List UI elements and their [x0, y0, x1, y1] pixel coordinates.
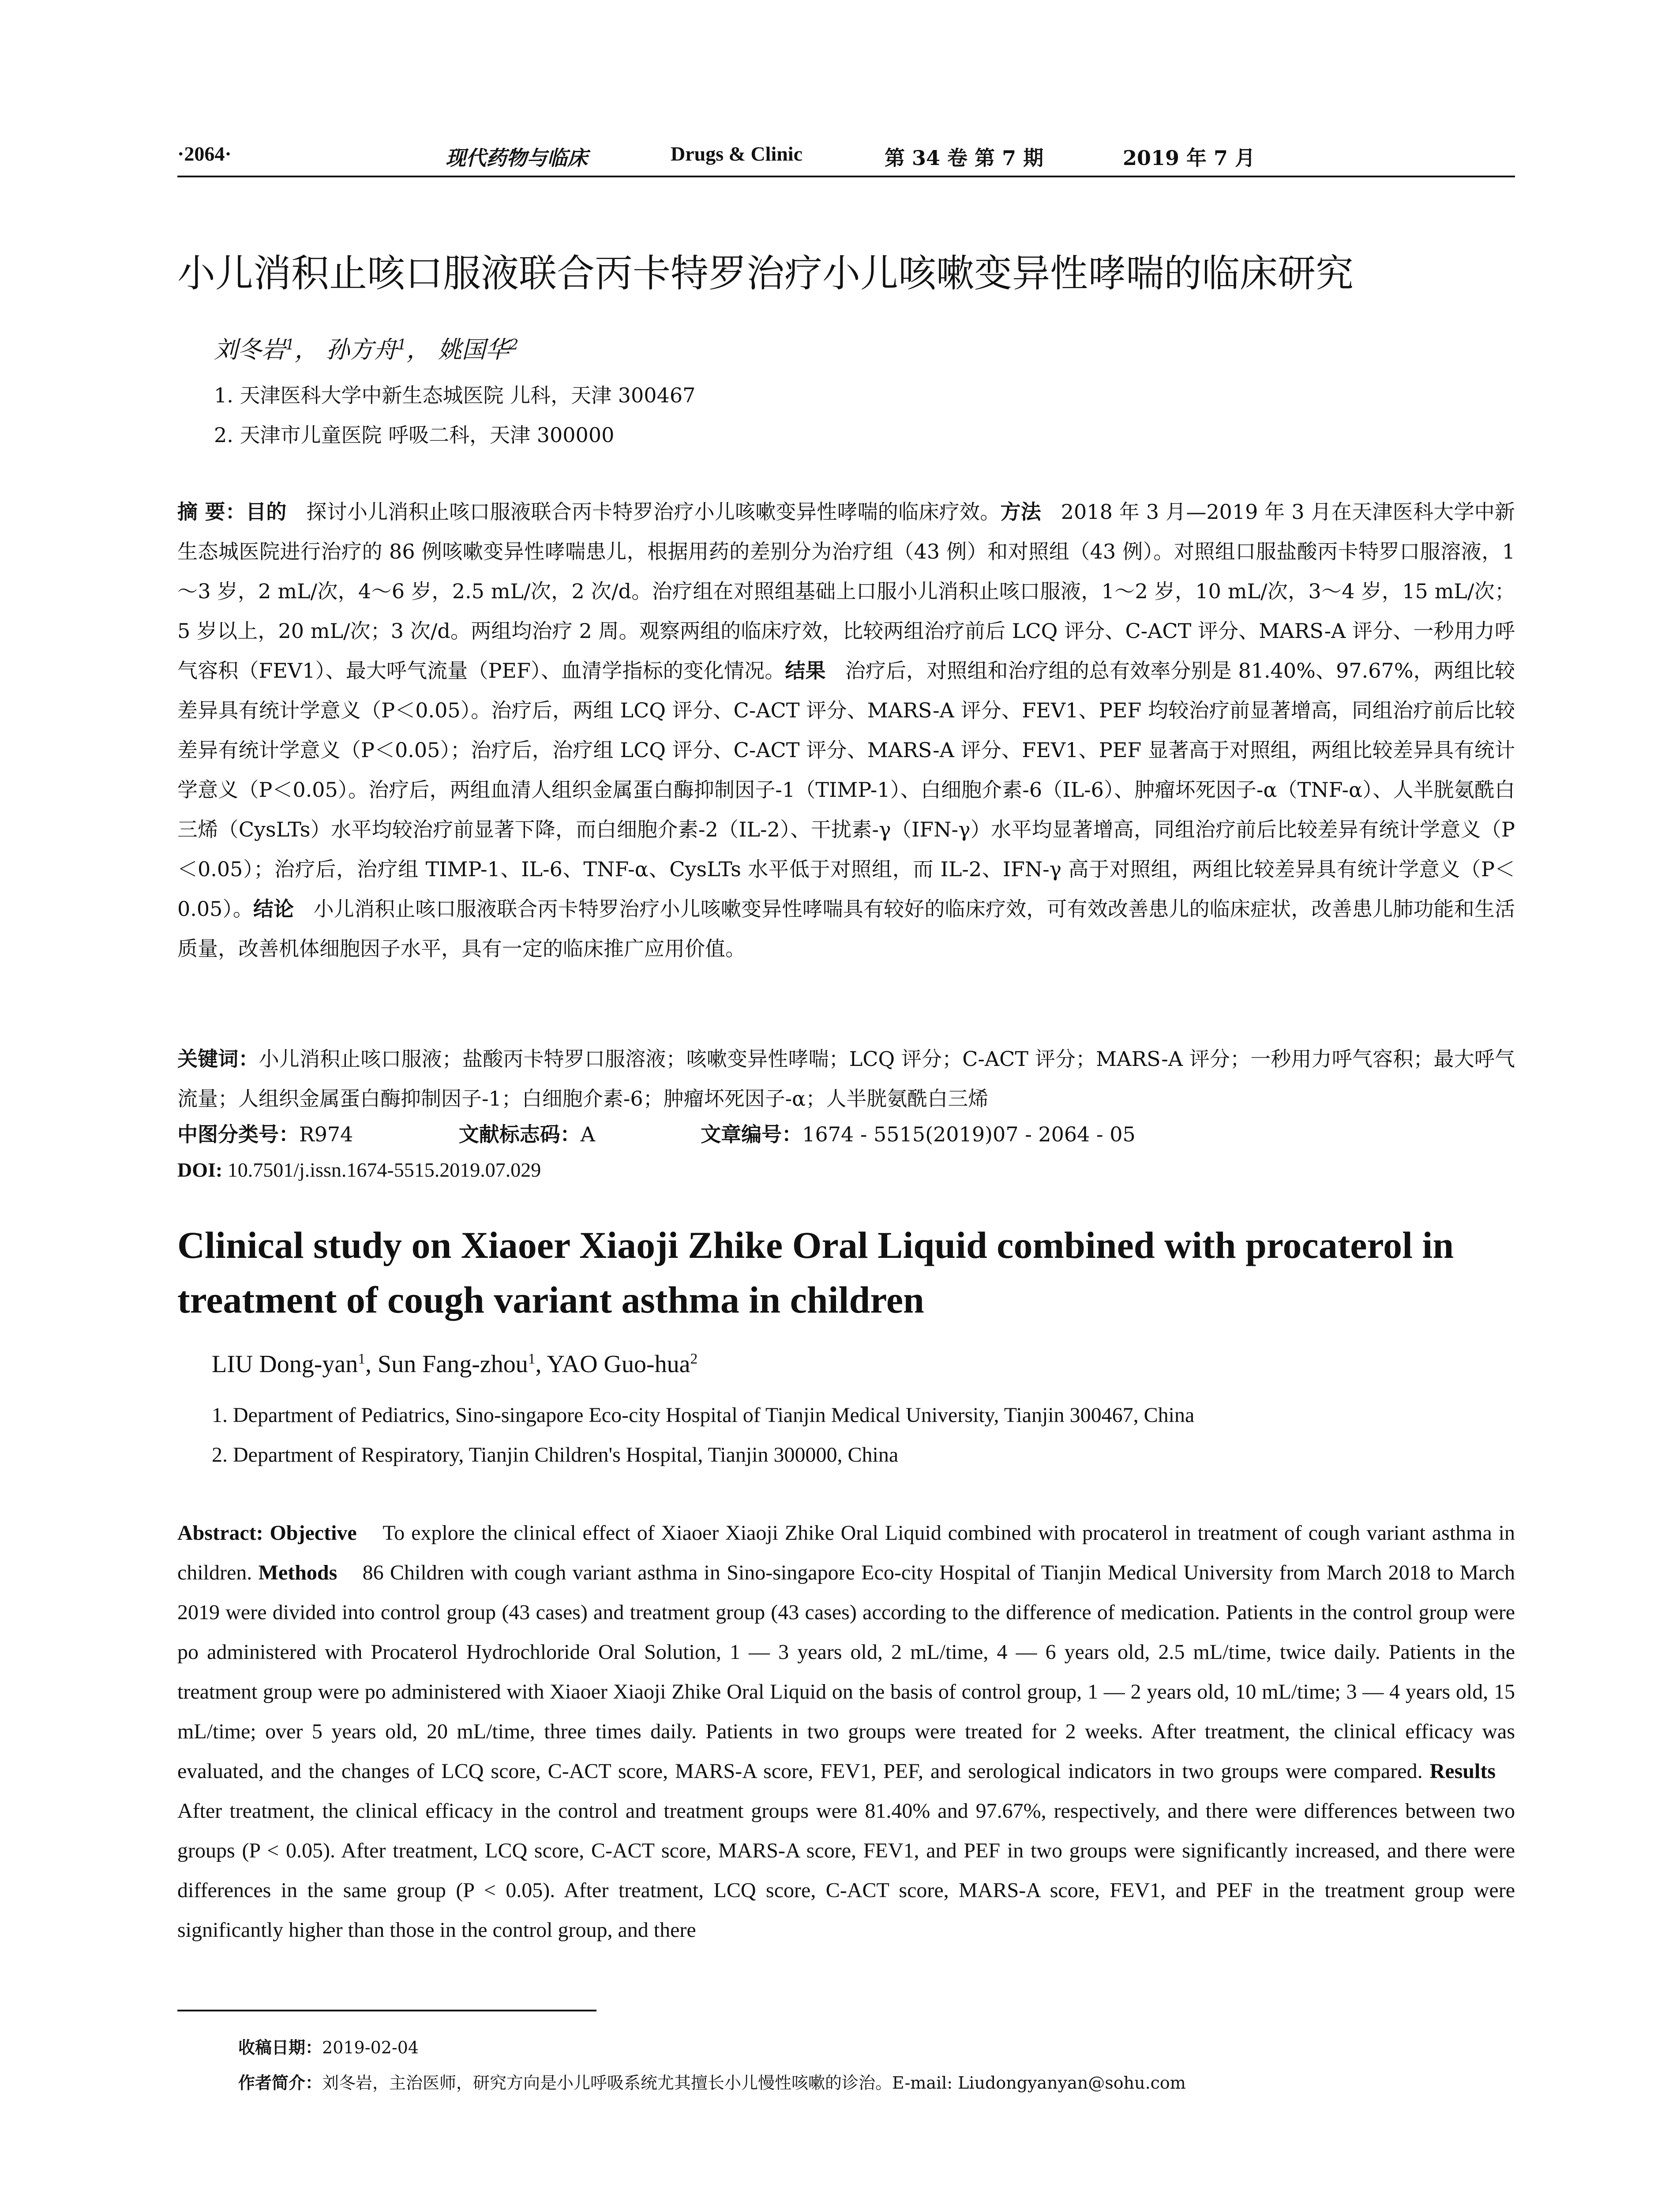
- methods-en-label: Methods: [258, 1561, 338, 1584]
- author-cn-3: 姚国华: [438, 336, 510, 364]
- abstract-cn: 摘 要：目的 探讨小儿消积止咳口服液联合丙卡特罗治疗小儿咳嗽变异性哮喘的临床疗效。方法 2018 年 3 月—2019 年 3 月在天津医科大学中新生态城医院进行治疗的 86 例咳嗽变异性哮喘患儿，根据用药的差别分为治疗组（43 例）和对照组（43 例）。对照组口服盐酸丙卡特罗口服溶液，1～3 岁，2 mL/次，4～6 岁，2.5 mL/次，2 次/d。治疗组在对照组基础上口服小儿消积止咳口服液，1～2 岁，10 mL/次，3～4 岁，15 mL/次；5 岁以上，20 mL/次；3 次/d。两组均治疗 2 周。观察两组的临床疗效，比较两组治疗前后 LCQ 评分、C-ACT 评分、MARS-A 评分、一秒用力呼气容积（FEV1）、最大呼气流量（PEF）、血清学指标的变化情况。结果 治疗后，对照组和治疗组的总有效率分别是 81.40%、97.67%，两组比较差异具有统计学意义（P＜0.05）。治疗后，两组 LCQ 评分、C-ACT 评分、MARS-A 评分、FEV1、PEF 均较治疗前显著增高，同组治疗前后比较差异有统计学意义（P＜0.05）；治疗后，治疗组 LCQ 评分、C-ACT 评分、MARS-A 评分、FEV1、PEF 显著高于对照组，两组比较差异具有统计学意义（P＜0.05）。治疗后，两组血清人组织金属蛋白酶抑制因子-1（TIMP-1）、白细胞介素-6（IL-6）、肿瘤坏死因子-α（TNF-α）、人半胱氨酰白三烯（CysLTs）水平均较治疗前显著下降，而白细胞介素-2（IL-2）、干扰素-γ（IFN-γ）水平均显著增高，同组治疗前后比较差异有统计学意义（P＜0.05）；治疗后，治疗组 TIMP-1、IL-6、TNF-α、CysLTs 水平低于对照组，而 IL-2、IFN-γ 高于对照组，两组比较差异具有统计学意义（P＜0.05）。结论 小儿消积止咳口服液联合丙卡特罗治疗小儿咳嗽变异性哮喘具有较好的临床疗效，可有效改善患儿的临床症状，改善患儿肺功能和生活质量，改善机体细胞因子水平，具有一定的临床推广应用价值。: [177, 500, 1515, 960]
- affiliation-en-1: 1. Department of Pediatrics, Sino-singapore Eco-city Hospital of Tianjin Medical University, Tianjin 300467, China: [212, 1403, 1195, 1427]
- authors-en: LIU Dong-yan$^1$, Sun Fang-zhou$^1$, YAO Guo-hua$^2$: [212, 1351, 698, 1378]
- author-en-3: YAO Guo-hua: [547, 1351, 690, 1378]
- journal-date: 2019 年 7 月: [1123, 146, 1256, 170]
- affiliation-cn-1: 1. 天津医科大学中新生态城医院 儿科，天津 300467: [214, 383, 696, 407]
- journal-name-en: Drugs & Clinic: [671, 143, 802, 165]
- results-cn-label: 结果: [785, 659, 826, 683]
- footnote-rule: [177, 2010, 596, 2011]
- doi-line: DOI: 10.7501/j.issn.1674-5515.2019.07.029: [177, 1159, 541, 1181]
- keywords-cn-label: 关键词：: [177, 1047, 259, 1071]
- affiliation-en-2: 2. Department of Respiratory, Tianjin Children's Hospital, Tianjin 300000, China: [212, 1443, 899, 1467]
- classification-line: 中图分类号：R974 文献标志码：A 文章编号：1674 - 5515(2019)07 - 2064 - 05: [177, 1122, 1136, 1146]
- journal-name-cn: 现代药物与临床: [446, 146, 588, 170]
- title-cn: 小儿消积止咳口服液联合丙卡特罗治疗小儿咳嗽变异性哮喘的临床研究: [177, 251, 1354, 296]
- title-en: Clinical study on Xiaoer Xiaoji Zhike Oral Liquid combined with procaterol in treatment of cough variant asthma in children: [177, 1224, 1454, 1321]
- author-en-2: Sun Fang-zhou: [378, 1351, 528, 1378]
- conclusion-cn-label: 结论: [253, 897, 294, 921]
- authors-cn: 刘冬岩$^1$， 孙方舟$^1$， 姚国华$^2$: [214, 336, 519, 364]
- author-cn-1: 刘冬岩: [214, 336, 285, 364]
- objective-cn-label: 目的: [246, 500, 287, 524]
- author-cn-2: 孙方舟: [326, 336, 398, 364]
- page-number: ·2064·: [177, 143, 232, 165]
- journal-issue: 第 34 卷 第 7 期: [885, 146, 1044, 170]
- keywords-cn: 关键词：小儿消积止咳口服液；盐酸丙卡特罗口服溶液；咳嗽变异性哮喘；LCQ 评分；C-ACT 评分；MARS-A 评分；一秒用力呼气容积；最大呼气流量；人组织金属蛋白酶抑制因子-1；白细胞介素-6；肿瘤坏死因子-α；人半胱氨酰白三烯: [177, 1047, 1515, 1111]
- abstract-en-label: Abstract: Objective: [177, 1521, 357, 1545]
- methods-cn-label: 方法: [1000, 500, 1042, 524]
- results-en-label: Results: [1429, 1760, 1496, 1783]
- footnote-author: 作者简介：刘冬岩，主治医师，研究方向是小儿呼吸系统尤其擅长小儿慢性咳嗽的诊治。E-mail: Liudongyanyan@sohu.com: [238, 2073, 1186, 2093]
- abstract-en: Abstract: Objective To explore the clinical effect of Xiaoer Xiaoji Zhike Oral Liquid combined with procaterol in treatment of cough variant asthma in children. Methods 86 Children with cough variant asthma in Sino-singapore Eco-city Hospital of Tianjin Medical University from March 2018 to March 2019 were divided into control group (43 cases) and treatment group (43 cases) according to the difference of medication. Patients in the control group were po administered with Procaterol Hydrochloride Oral Solution, 1 — 3 years old, 2 mL/time, 4 — 6 years old, 2.5 mL/time, twice daily. Patients in the treatment group were po administered with Xiaoer Xiaoji Zhike Oral Liquid on the basis of control group, 1 — 2 years old, 10 mL/time; 3 — 4 years old, 15 mL/time; over 5 years old, 20 mL/time, three times daily. Patients in two groups were treated for 2 weeks. After treatment, the clinical efficacy was evaluated, and the changes of LCQ score, C-ACT score, MARS-A score, FEV1, PEF, and serological indicators in two groups were compared. Results After treatment, the clinical efficacy in the control and treatment groups were 81.40% and 97.67%, respectively, and there were differences between two groups (P < 0.05). After treatment, LCQ score, C-ACT score, MARS-A score, FEV1, and PEF in two groups were significantly increased, and there were differences in the same group (P < 0.05). After treatment, LCQ score, C-ACT score, MARS-A score, FEV1, and PEF in the treatment group were significantly higher than those in the control group, and there: [177, 1521, 1515, 1942]
- footnote-received: 收稿日期：2019-02-04: [238, 2038, 419, 2057]
- affiliation-cn-2: 2. 天津市儿童医院 呼吸二科，天津 300000: [214, 423, 615, 447]
- header-rule: [177, 176, 1515, 177]
- author-en-1: LIU Dong-yan: [212, 1351, 358, 1378]
- abstract-cn-label: 摘 要：: [177, 500, 246, 524]
